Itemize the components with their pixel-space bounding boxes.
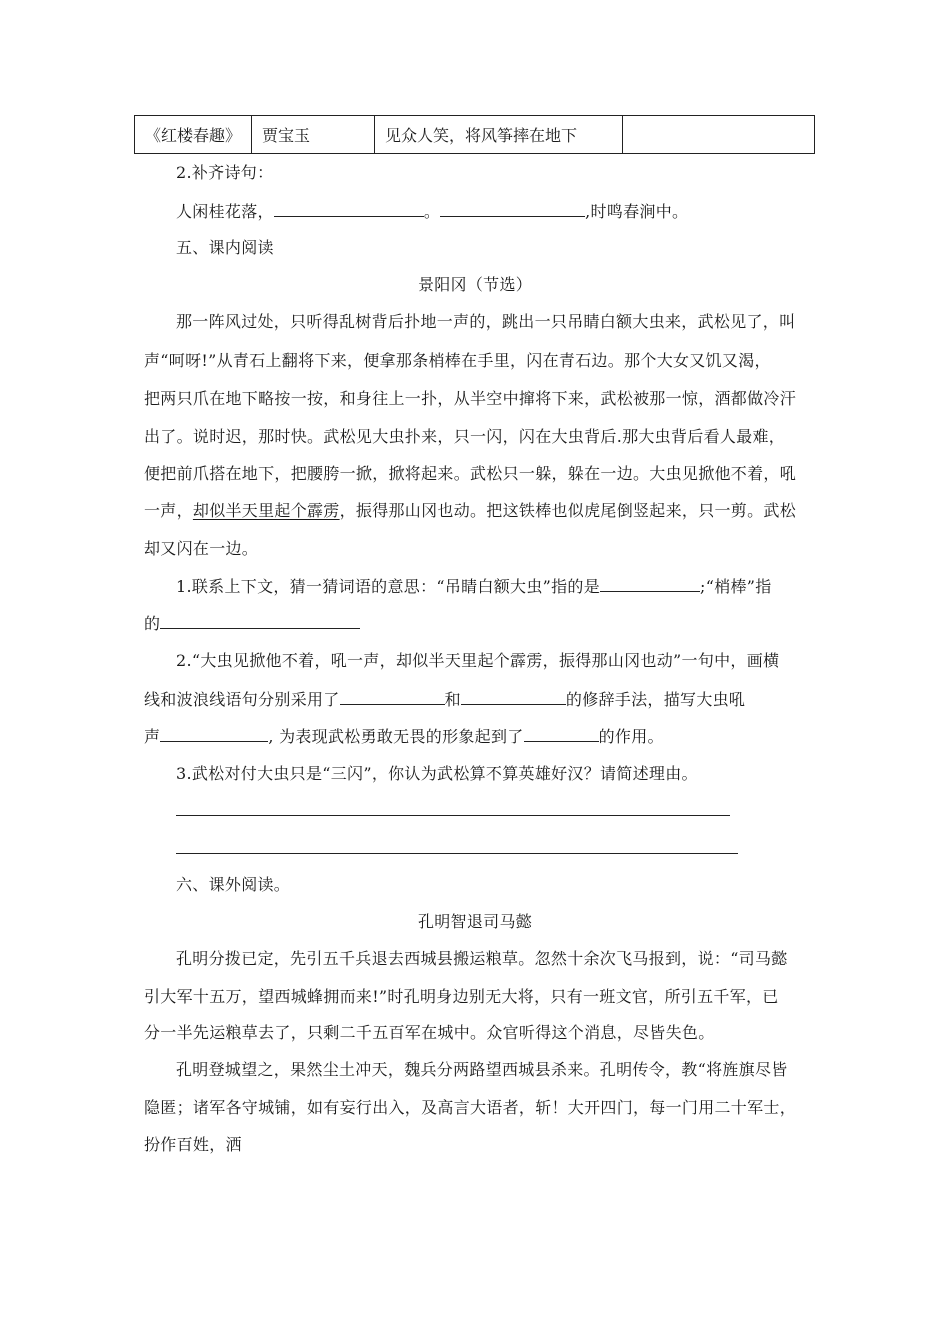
- table-row: [135, 116, 815, 154]
- question-text: 线和波浪线语句分别采用了: [144, 690, 340, 709]
- reading-1-text: ，振得那山冈也动。把这铁棒也似虎尾倒竖起来，只一剪。武松: [339, 501, 797, 520]
- underlined-phrase: 却似半天里起个霹雳: [192, 501, 340, 520]
- poem-mid: 。: [423, 202, 441, 221]
- reading-2-line: 引大军十五万，望西城蜂拥而来!”时孔明身边别无大将，只有一班文官，所引五千军，已: [144, 987, 779, 1006]
- question-5-1: [176, 576, 772, 597]
- reading-2-line: 孔明登城望之，果然尘土冲天，魏兵分两路望西城县杀来。孔明传令，教“将旌旗尽皆: [176, 1060, 788, 1079]
- question-text: 的: [144, 614, 161, 633]
- reading-2-line: 隐匿；诸军各守城铺，如有妄行出入，及高言大语者，斩！大开四门，每一门用二十军士，: [144, 1098, 797, 1117]
- question-5-2-cont: [144, 689, 745, 710]
- table-cell-action: 见众人笑，将风筝摔在地下: [375, 116, 623, 154]
- character-table: [134, 115, 815, 154]
- reading-2-line: 扮作百姓，洒: [144, 1135, 242, 1154]
- table-cell-blank: [623, 116, 815, 154]
- answer-blank[interactable]: [340, 689, 445, 705]
- question-5-1-cont: [144, 613, 360, 634]
- reading-1-line: 那一阵风过处，只听得乱树背后扑地一声的，跳出一只吊睛白额大虫来，武松见了，叫: [176, 312, 796, 331]
- reading-1-line: [144, 501, 796, 521]
- reading-1-line: 把两只爪在地下略按一按，和身往上一扑，从半空中撺将下来，武松被那一惊，酒都做冷汗: [144, 389, 797, 408]
- answer-blank[interactable]: [600, 576, 700, 592]
- question-text: 的作用。: [598, 727, 664, 746]
- poem-line: [176, 201, 688, 222]
- section-6-heading: 六、课外阅读。: [176, 875, 291, 894]
- question-text: 和: [444, 690, 461, 709]
- reading-1-line: 便把前爪搭在地下，把腰胯一掀，掀将起来。武松只一躲，躲在一边。大虫见掀他不着，吼: [144, 464, 797, 483]
- question-2-label: 2.补齐诗句：: [176, 163, 274, 182]
- reading-1-title: 景阳冈（节选）: [417, 275, 533, 294]
- question-5-3: 3.武松对付大虫只是“三闪”，你认为武松算不算英雄好汉？请简述理由。: [176, 764, 698, 783]
- answer-line[interactable]: [176, 815, 730, 816]
- question-text: 的修辞手法，描写大虫吼: [565, 690, 746, 709]
- answer-line[interactable]: [176, 853, 738, 854]
- section-5-heading: 五、课内阅读: [176, 238, 274, 257]
- question-5-2-cont: [144, 726, 664, 747]
- reading-2-title: 孔明智退司马懿: [417, 912, 533, 931]
- answer-blank[interactable]: [524, 726, 599, 742]
- question-text: 声: [144, 727, 161, 746]
- question-text: , 为表现武松勇敢无畏的形象起到了: [268, 727, 524, 746]
- question-text: 1.联系上下文，猜一猜词语的意思：“吊睛白额大虫”指的是: [176, 577, 601, 596]
- poem-blank-1[interactable]: [274, 201, 424, 217]
- poem-start: 人闲桂花落，: [176, 202, 274, 221]
- answer-blank[interactable]: [160, 613, 360, 629]
- table-cell-character: 贾宝玉: [252, 116, 375, 154]
- table-cell-title: 《红楼春趣》: [135, 116, 252, 154]
- reading-1-line: 声“呵呀!”从青石上翻将下来，便拿那条梢棒在手里，闪在青石边。那个大女又饥又渴，: [144, 351, 771, 370]
- reading-1-line: 却又闪在一边。: [144, 539, 259, 558]
- reading-1-line: 出了。说时迟，那时快。武松见大虫扑来，只一闪，闪在大虫背后.那大虫背后看人最难，: [144, 427, 786, 446]
- question-text: ;“梢棒”指: [700, 577, 772, 596]
- reading-2-line: 分一半先运粮草去了，只剩二千五百军在城中。众官听得这个消息，尽皆失色。: [144, 1023, 715, 1042]
- answer-blank[interactable]: [160, 726, 268, 742]
- poem-blank-2[interactable]: [440, 201, 585, 217]
- poem-end: ,时鸣春涧中。: [585, 202, 689, 221]
- question-5-2: 2.“大虫见掀他不着，吼一声，却似半天里起个霹雳，振得那山冈也动”一句中，画横: [176, 651, 780, 670]
- reading-2-line: 孔明分拨已定，先引五千兵退去西城县搬运粮草。忽然十余次飞马报到，说：“司马懿: [176, 949, 788, 968]
- reading-1-text: 一声，: [144, 501, 193, 520]
- answer-blank[interactable]: [461, 689, 566, 705]
